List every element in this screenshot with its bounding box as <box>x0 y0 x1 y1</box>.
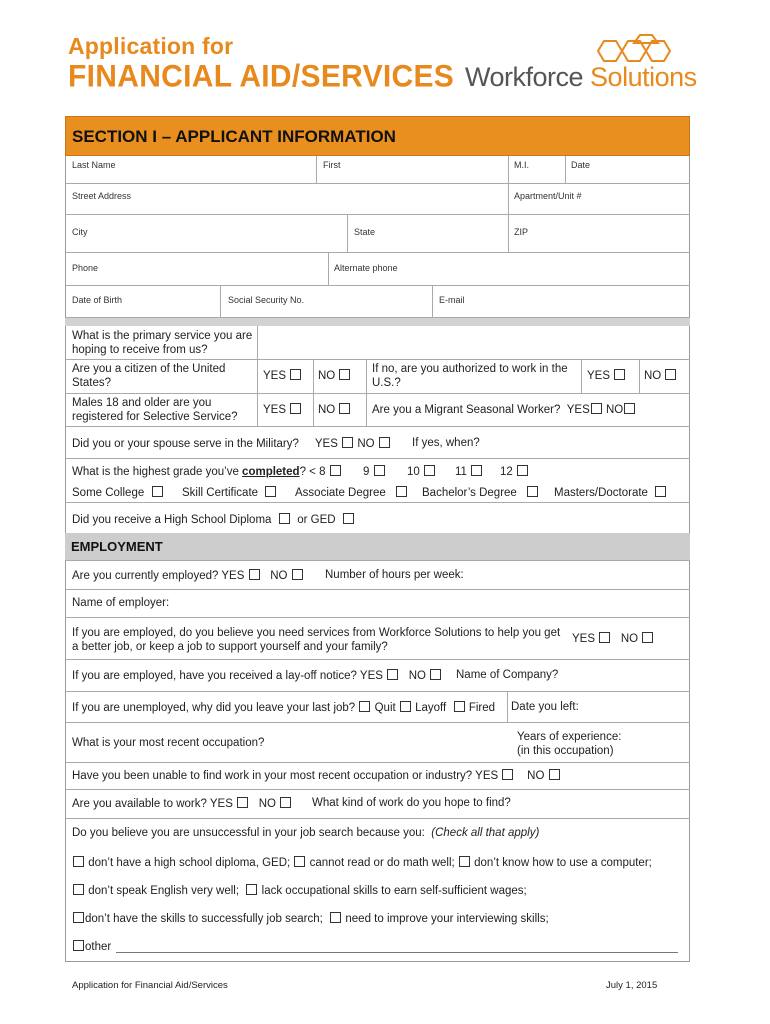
other-input-line[interactable] <box>116 952 678 953</box>
reason-no-diploma[interactable]: don’t have a high school diploma, GED; cannot read or do math well; don’t know how to use a computer; <box>72 856 652 869</box>
authorized-yes-checkbox[interactable] <box>614 369 625 380</box>
reason-english[interactable]: don’t speak English very well; lack occupational skills to earn self-sufficient wages; <box>72 884 527 897</box>
grade-9-checkbox[interactable] <box>374 465 385 476</box>
bachelor-checkbox[interactable] <box>527 486 538 497</box>
zip-field[interactable]: ZIP <box>514 227 529 237</box>
unable-no-checkbox[interactable] <box>549 769 560 780</box>
grade-11-checkbox[interactable] <box>471 465 482 476</box>
read-math-checkbox[interactable] <box>294 856 305 867</box>
available-no-checkbox[interactable] <box>280 797 291 808</box>
computer-checkbox[interactable] <box>459 856 470 867</box>
authorized-no-option[interactable]: NO <box>644 369 677 382</box>
company-name-label: Name of Company? <box>456 669 559 681</box>
separator-band <box>65 318 690 326</box>
form-title-line2: FINANCIAL AID/SERVICES <box>68 59 455 94</box>
military-yes-checkbox[interactable] <box>342 437 353 448</box>
selective-yes-option[interactable]: YES <box>263 403 302 416</box>
kind-of-work-label: What kind of work do you hope to find? <box>312 797 511 809</box>
selective-service-question: Males 18 and older are you registered for Selective Service? <box>72 397 238 423</box>
fired-checkbox[interactable] <box>454 701 465 712</box>
quit-checkbox[interactable] <box>359 701 370 712</box>
citizen-no-checkbox[interactable] <box>339 369 350 380</box>
selective-no-option[interactable]: NO <box>318 403 351 416</box>
grade-10-checkbox[interactable] <box>424 465 435 476</box>
street-address-field[interactable]: Street Address <box>72 191 132 201</box>
section-header <box>65 116 690 156</box>
grade-12-option[interactable]: 12 <box>500 465 529 478</box>
reason-job-search[interactable]: don’t have the skills to successfully job search; need to improve your interviewing skills; <box>72 912 549 925</box>
currently-employed-question: Are you currently employed? YES NO <box>72 569 304 582</box>
ged-checkbox[interactable] <box>343 513 354 524</box>
why-leave-question: If you are unemployed, why did you leave your last job? Quit Layoff Fired <box>72 702 496 714</box>
grade-12-checkbox[interactable] <box>517 465 528 476</box>
logo-word-solutions: Solutions <box>590 62 697 92</box>
layoff-question: If you are employed, have you received a lay-off notice? YES NO <box>72 669 442 682</box>
highest-grade-question: What is the highest grade you’ve completed? < 8 <box>72 465 342 478</box>
job-search-skills-checkbox[interactable] <box>73 912 84 923</box>
authorized-question: If no, are you authorized to work in the U.S.? <box>372 363 568 389</box>
primary-service-question: What is the primary service you are hoping to receive from us? <box>72 330 253 356</box>
state-field[interactable]: State <box>354 227 376 237</box>
footer-title: Application for Financial Aid/Services <box>72 980 228 991</box>
grade-10-option[interactable]: 10 <box>407 465 436 478</box>
employment-title: EMPLOYMENT <box>71 539 163 554</box>
some-college-option[interactable]: Some College <box>72 486 164 499</box>
date-field[interactable]: Date <box>571 160 591 170</box>
recent-occupation-label: What is your most recent occupation? <box>72 737 265 749</box>
city-field[interactable]: City <box>72 227 88 237</box>
employed-no-checkbox[interactable] <box>292 569 303 580</box>
masters-checkbox[interactable] <box>655 486 666 497</box>
bachelor-option[interactable]: Bachelor’s Degree <box>422 486 539 499</box>
selective-no-checkbox[interactable] <box>339 403 350 414</box>
skill-certificate-option[interactable]: Skill Certificate <box>182 486 277 499</box>
some-college-checkbox[interactable] <box>152 486 163 497</box>
unsuccessful-question: Do you believe you are unsuccessful in your job search because you: (Check all that apply) <box>72 827 540 839</box>
employed-yes-checkbox[interactable] <box>249 569 260 580</box>
section-title: SECTION I – APPLICANT INFORMATION <box>72 127 396 146</box>
email-field[interactable]: E-mail <box>439 295 465 305</box>
employment-header <box>65 533 690 560</box>
phone-field[interactable]: Phone <box>72 263 99 273</box>
hs-diploma-checkbox[interactable] <box>279 513 290 524</box>
grade-11-option[interactable]: 11 <box>455 465 483 478</box>
military-question: Did you or your spouse serve in the Military? YES NO <box>72 437 391 450</box>
citizen-no-option[interactable]: NO <box>318 369 351 382</box>
associate-option[interactable]: Associate Degree <box>295 486 408 499</box>
citizen-yes-checkbox[interactable] <box>290 369 301 380</box>
occupational-skills-checkbox[interactable] <box>246 884 257 895</box>
need-services-no-checkbox[interactable] <box>642 632 653 643</box>
need-services-options: YES NO <box>572 632 654 645</box>
no-diploma-checkbox[interactable] <box>73 856 84 867</box>
alt-phone-field[interactable]: Alternate phone <box>334 263 398 273</box>
migrant-question: Are you a Migrant Seasonal Worker? YES NO <box>372 403 636 416</box>
military-no-checkbox[interactable] <box>379 437 390 448</box>
first-name-field[interactable]: First <box>323 160 341 170</box>
middle-initial-field[interactable]: M.I. <box>514 160 529 170</box>
associate-checkbox[interactable] <box>396 486 407 497</box>
available-question: Are you available to work? YES NO <box>72 797 292 810</box>
hours-per-week-label: Number of hours per week: <box>325 569 464 581</box>
unable-yes-checkbox[interactable] <box>502 769 513 780</box>
citizen-yes-option[interactable]: YES <box>263 369 302 382</box>
unable-find-work-question: Have you been unable to find work in your most recent occupation or industry? YES NO <box>72 769 561 782</box>
citizen-question: Are you a citizen of the United States? <box>72 363 226 389</box>
skill-certificate-checkbox[interactable] <box>265 486 276 497</box>
layoff-no-checkbox[interactable] <box>430 669 441 680</box>
layoff-yes-checkbox[interactable] <box>387 669 398 680</box>
reason-other[interactable]: other <box>72 940 111 953</box>
interviewing-checkbox[interactable] <box>330 912 341 923</box>
migrant-no-checkbox[interactable] <box>624 403 635 414</box>
masters-option[interactable]: Masters/Doctorate <box>554 486 667 499</box>
employer-name-label: Name of employer: <box>72 597 170 609</box>
logo-word-workforce: Workforce <box>465 62 584 92</box>
hs-diploma-question: Did you receive a High School Diploma or GED <box>72 513 355 526</box>
english-checkbox[interactable] <box>73 884 84 895</box>
authorized-yes-option[interactable]: YES <box>587 369 626 382</box>
footer-date: July 1, 2015 <box>606 980 658 991</box>
need-services-question: If you are employed, do you believe you need services from Workforce Solutions to help you get a better job, or keep a job to support yourself and your family? <box>72 627 561 653</box>
if-yes-when-label: If yes, when? <box>412 437 480 449</box>
need-services-yes-checkbox[interactable] <box>599 632 610 643</box>
authorized-no-checkbox[interactable] <box>665 369 676 380</box>
date-left-label: Date you left: <box>511 701 579 713</box>
grade-9-option[interactable]: 9 <box>363 465 386 478</box>
form-title-line1: Application for <box>68 33 234 59</box>
ssn-field[interactable]: Social Security No. <box>228 295 305 305</box>
logo-wordmark <box>465 62 697 93</box>
selective-yes-checkbox[interactable] <box>290 403 301 414</box>
last-name-field[interactable]: Last Name <box>72 160 116 170</box>
migrant-yes-checkbox[interactable] <box>591 403 602 414</box>
grade-under8-checkbox[interactable] <box>330 465 341 476</box>
apartment-field[interactable]: Apartment/Unit # <box>514 191 582 201</box>
years-experience-label: Years of experience: (in this occupation) <box>517 731 622 757</box>
layoff-reason-checkbox[interactable] <box>400 701 411 712</box>
dob-field[interactable]: Date of Birth <box>72 295 123 305</box>
available-yes-checkbox[interactable] <box>237 797 248 808</box>
other-checkbox[interactable] <box>73 940 84 951</box>
